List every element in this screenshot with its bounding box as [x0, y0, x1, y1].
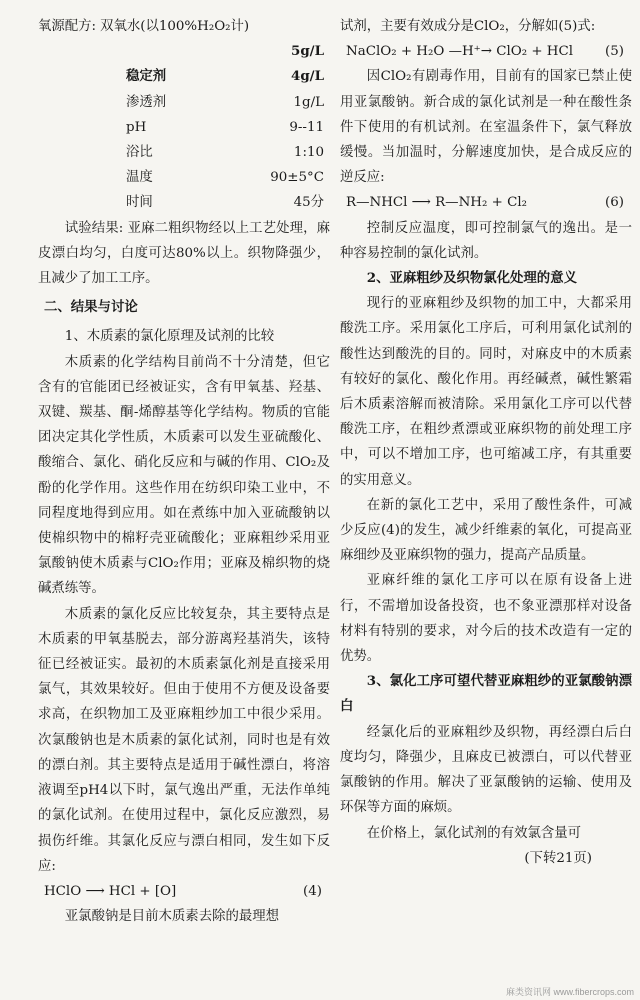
control-paragraph: 控制反应温度，即可控制氯气的逸出。是一种容易控制的氯化试剂。	[340, 220, 632, 261]
oxygen-source-label: 氧源配方:	[38, 19, 97, 34]
recipe-row	[38, 64, 330, 89]
equation-4	[38, 879, 330, 904]
recipe-name: 温度	[126, 170, 153, 186]
recipe-value: 1g/L	[293, 94, 324, 110]
oxygen-source-amount: 5g/L	[291, 43, 324, 60]
recipe-name: pH	[126, 119, 147, 135]
new-process-paragraph: 在新的氯化工艺中，采用了酸性条件，可减少反应(4)的发生，减少纤维素的氧化，可提高亚麻细纱及亚麻织物的强力，提高产品质量。	[340, 497, 632, 564]
equation-6	[340, 190, 632, 215]
recipe-row	[38, 115, 330, 140]
price-paragraph: 在价格上，氯化试剂的有效氯含量可	[366, 825, 582, 841]
replace-paragraph: 经氯化后的亚麻粗纱及织物，再经漂白后白度均匀，降强少，且麻皮已被漂白，可以代替亚氯酸钠的作用。解决了亚氯酸钠的运输、使用及环保等方面的麻烦。	[340, 724, 632, 816]
continuation-paragraph: 试剂，主要有效成分是ClO₂，分解如(5)式:	[340, 19, 596, 34]
result-paragraph: 试验结果: 亚麻二粗织物经以上工艺处理，麻皮漂白均匀，白度可达80%以上。织物降强少，且减少了加工工序。	[38, 220, 330, 287]
clo2-paragraph: 因ClO₂有剧毒作用，目前有的国家已禁止使用亚氯酸钠。新合成的氯化试剂是一种在酸性条件下使用的有机试剂。在室温条件下，氯气释放缓慢。当加温时，分解速度加快，是合成反应的逆反应:	[340, 69, 632, 186]
reaction-paragraph: 木质素的氯化反应比较复杂，其主要特点是木质素的甲氧基脱去，部分游离羟基消失，该特征已经被证实。最初的木质素氯化剂是直接采用氯气，其效果较好。但由于使用不方便及设备要求高，在织物加工及亚麻粗纱加工中很少采用。次氯酸钠也是木质素的氯化试剂，同时也是有效的漂白剂。其主要特点是适用于碱性漂白，将溶液调至pH4以下时，氯气逸出严重，无法作单纯的氯化试剂。在使用过程中，氯化反应激烈，易损伤纤维。其氯化反应与漂白相同，发生如下反应:	[38, 606, 330, 874]
recipe-row	[38, 140, 330, 165]
recipe-name: 稳定剂	[126, 68, 167, 85]
left-column	[38, 14, 330, 929]
equation-number: (6)	[605, 195, 624, 211]
chlorite-paragraph: 亚氯酸钠是目前木质素去除的最理想	[64, 909, 280, 925]
equation-formula: HClO ⟶ HCl + [O]	[44, 883, 177, 899]
subsection-title: 2、亚麻粗纱及织物氯化处理的意义	[366, 270, 577, 287]
oxygen-source-line	[38, 14, 330, 39]
equation-5	[340, 39, 632, 64]
recipe-name: 时间	[126, 195, 153, 211]
recipe-value: 45分	[293, 195, 324, 211]
equation-formula: NaClO₂ + H₂O —H⁺→ ClO₂ + HCl	[346, 44, 574, 60]
continued-note: (下转21页)	[524, 850, 592, 866]
right-column	[340, 14, 632, 871]
equation-formula: R—NHCl ⟶ R—NH₂ + Cl₂	[346, 195, 527, 211]
current-process-paragraph: 现行的亚麻粗纱及织物的加工中，大都采用酸洗工序。采用氯化工序后，可利用氯化试剂的酸性达到酸洗的目的。同时，对麻皮中的木质素有较好的氯化、酸化作用。再经碱煮，碱性繁霜后木质素溶解而被清除。采用氯化工序可以代替酸洗工序，在粗纱煮漂或亚麻织物的前处理工序中，可以不增加工序，也可缩减工序，有其重要的实用意义。	[340, 296, 632, 488]
equation-number: (4)	[303, 883, 322, 899]
recipe-value: 9--11	[289, 119, 324, 135]
recipe-value: 90±5°C	[270, 170, 324, 186]
recipe-name: 浴比	[126, 145, 153, 161]
recipe-row	[38, 165, 330, 190]
watermark: 麻类资讯网 www.fibercrops.com	[505, 987, 634, 997]
recipe-row	[38, 90, 330, 115]
subsection-title: 1、木质素的氯化原理及试剂的比较	[64, 329, 275, 345]
oxygen-source-value: 双氧水(以100%H₂O₂计)	[100, 19, 250, 34]
subsection-title: 3、氯化工序可望代替亚麻粗纱的亚氯酸钠漂白	[340, 673, 632, 715]
structure-paragraph: 木质素的化学结构目前尚不十分清楚，但它含有的官能团已经被证实，含有甲氧基、羟基、双键、羰基、酮-烯醇基等化学结构。物质的官能团决定其化学性质，木质素可以发生亚硫酸化、酸缩合、氯化、硝化反应和与碱的作用、ClO₂及酚的化学作用。这些作用在纺织印染工业中，不同程度地得到应用。如在煮练中加入亚硫酸钠以使棉织物中的棉籽壳亚硫酸化；亚麻粗纱采用亚氯酸钠使木质素与ClO₂作用；亚麻及棉织物的烧碱煮练等。	[38, 354, 330, 597]
recipe-row	[38, 190, 330, 215]
recipe-value: 1:10	[293, 145, 324, 161]
recipe-value: 4g/L	[291, 68, 324, 85]
equation-number: (5)	[605, 44, 624, 60]
recipe-name: 渗透剂	[126, 94, 167, 110]
equipment-paragraph: 亚麻纤维的氯化工序可以在原有设备上进行，不需增加设备投资，也不象亚漂那样对设备材料有特别的要求，对今后的技术改造有一定的优势。	[340, 573, 632, 665]
section-title: 二、结果与讨论	[44, 299, 138, 316]
